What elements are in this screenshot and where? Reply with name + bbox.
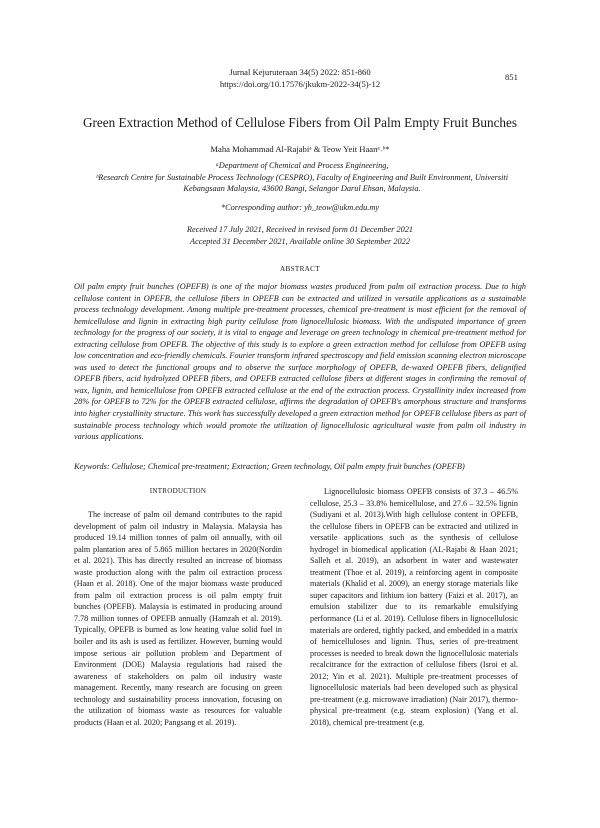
doi-link[interactable]: https://doi.org/10.17576/jkukm-2022-34(5)-12 bbox=[219, 79, 381, 89]
body-column-right bbox=[310, 486, 518, 728]
introduction-heading: INTRODUCTION bbox=[149, 487, 207, 495]
article-title: Green Extraction Method of Cellulose Fibers from Oil Palm Empty Fruit Bunches bbox=[82, 115, 518, 130]
introduction-paragraph-1: The increase of palm oil demand contributes to the rapid development of palm oil industry in Malaysia. Malaysia has produced 19.14 million tonnes of palm oil annually, with oil palm plantation area of 5.865 million hectares in 2020(Nordin et al. 2021). This has directly resulted an increase of biomass waste production along with the palm oil extraction process (Haan et al. 2018). One of the major biomass waste produced from palm oil extraction process is oil palm empty fruit bunches (OPEFB). Malaysia is estimated in producing around 7.78 million tonnes of OPEFB annually (Hamzah et al. 2019). Typically, OPEFB is burned as low heating value solid fuel in boiler and its ash is used as fertilizer. However, burning would impose serious air pollution problem and Department of Environment (DOE) Malaysia regulations had raised the awareness of stakeholders on palm oil industry waste management. Recently, many research are focusing on green technology and sustainability process innovation, focusing on the utilization of biomass waste as resources for valuable products (Haan et al. 2020; Pangsang et al. 2019). bbox=[74, 510, 282, 727]
affiliation-a: ᵃDepartment of Chemical and Process Engineering, bbox=[215, 161, 389, 170]
abstract-heading: ABSTRACT bbox=[280, 265, 320, 273]
received-date: Received 17 July 2021, Received in revised form 01 December 2021 bbox=[186, 225, 414, 234]
corresponding-author: *Corresponding author: yh_teow@ukm.edu.my bbox=[220, 203, 380, 212]
author-list: Maha Mohammad Al-Rajabiᵃ & Teow Yeit Haanᵃ˒ᵇ* bbox=[210, 144, 390, 154]
journal-citation: Jurnal Kejuruteraan 34(5) 2022: 851-860 bbox=[229, 67, 371, 77]
accepted-date: Accepted 31 December 2021, Available online 30 September 2022 bbox=[190, 236, 410, 246]
page-number: 851 bbox=[505, 72, 518, 82]
affiliation-b: ᵇResearch Centre for Sustainable Process Technology (CESPRO), Faculty of Engineering and Built Environment, Universiti Kebangsaan Malaysia, 43600 Bangi, Selangor Darul Ehsan, Malaysia. bbox=[95, 172, 508, 194]
keywords: Keywords: Cellulose; Chemical pre-treatment; Extraction; Green technology, Oil palm empty fruit bunches (OPEFB) bbox=[74, 462, 465, 471]
introduction-paragraph-2: Lignocellulosic biomass OPEFB consists of 37.3 – 46.5% cellulose, 25.3 – 33.8% hemicellulose, and 27.6 – 32.5% lignin (Sudiyani et al. 2013).With high cellulose content in OPEFB, the cellulose fibers in OPEFB can be extracted and utilized in versatile applications such as the synthesis of cellulose hydrogel in biomedical application (AL-Rajabi & Haan 2021; Salleh et al. 2019), an adsorbent in water and wastewater treatment (Thoe et al. 2019), a reinforcing agent in composite materials (Khalid et al. 2009), an energy storage materials like super capacitors and lithium ion battery (Faizi et al. 2017), an emulsion stabilizer due to its remarkable emulsifying performance (Li et al. 2019). Cellulose fibers in lignocellulosic materials are ordered, tightly packed, and embedded in a matrix of hemicelluloses and lignin. Thus, series of pre-treatment processes is needed to break down the lignocellulosic materials recalcitrance for the extraction of cellulose fibers (Isroi et al. 2012; Yin et al. 2021). Multiple pre-treatment processes of lignocellulosic materials had been developed such as physical pre-treatment (e.g. microwave irradiation) (Nair 2017), thermo-physical pre-treatment (e.g. steam explosion) (Yang et al. 2018), chemical pre-treatment (e.g. bbox=[310, 487, 518, 727]
article-dates bbox=[0, 224, 600, 247]
abstract-text: Oil palm empty fruit bunches (OPEFB) is one of the major biomass wastes produced from palm oil extraction process. Due to high cellulose content in OPEFB, the cellulose fibers in OPEFB can be extracted and utilized in versatile applications as a sustainable process technology development. Among multiple pre-treatment processes, chemical pre-treatment is most efficient for the removal of hemicellulose and lignin in extracting high purity cellulose from lignocellulosic biomass. With the undisputed importance of green technology for the progress of our society, it is vital to engage and leverage on green technology in chemical pre-treatment method for extracting cellulose from OPEFB. The objective of this study is to explore a green extraction method for cellulose from OPEFB using low concentration and eco-friendly chemicals. Fourier transform infrared spectroscopy and field emission scanning electron microscope was used to detect the functional groups and to observe the surface morphology of OPEFB, de-waxed OPEFB fibers, delignified OPEFB fibers, acid hydrolyzed OPEFB fibers, and OPEFB extracted cellulose fibers at different stages in confirming the removal of wax, lignin, and hemicellulose from OPEFB extracted cellulose at the end of the extraction process. Crystallinity index increased from 28% for OPEFB to 72% for the OPEFB extracted cellulose, affirms the degradation of OPEFB's amorphous structure and transforms into higher crystallinity structure. This work has successfully developed a green extraction method for OPEFB cellulose fibers as part of sustainable process technology which would promote the utilization of lignocellulosic agricultural waste from palm oil industry in various applications. bbox=[74, 282, 526, 442]
body-column-left bbox=[74, 486, 282, 728]
affiliations bbox=[92, 160, 512, 195]
